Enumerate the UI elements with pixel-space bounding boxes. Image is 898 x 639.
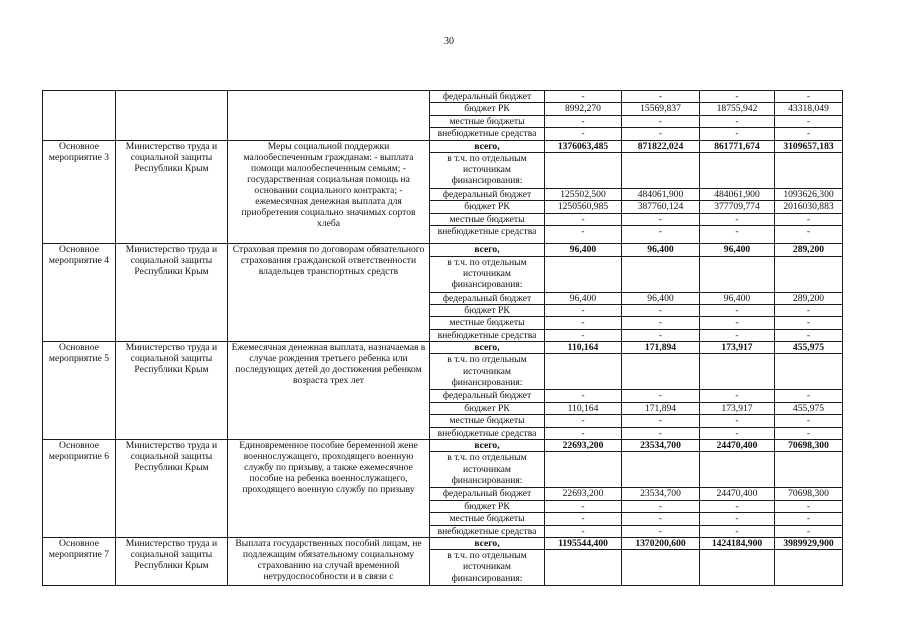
table-row (43, 537, 843, 549)
value-cell: - (545, 226, 622, 244)
value-cell: - (775, 525, 843, 537)
measure-name: Выплата государственных пособий лицам, не подлежащим обязательному социальному страхованию на случай временной нетрудоспособности и в связи с (228, 537, 430, 585)
value-cell (622, 452, 700, 488)
value-cell: - (775, 226, 843, 244)
value-cell: - (700, 317, 775, 329)
value-cell: 1195544,400 (545, 537, 622, 549)
value-cell: - (545, 115, 622, 127)
value-cell: 125502,500 (545, 188, 622, 200)
value-cell: 1093626,300 (775, 188, 843, 200)
value-cell: - (622, 513, 700, 525)
value-cell: 110,164 (545, 342, 622, 354)
source-label: местные бюджеты (430, 317, 545, 329)
value-cell: 96,400 (700, 244, 775, 256)
value-cell: - (545, 91, 622, 103)
value-cell: 96,400 (700, 292, 775, 304)
source-label: федеральный бюджет (430, 188, 545, 200)
source-label: бюджет РК (430, 304, 545, 316)
source-label: внебюджетные средства (430, 128, 545, 140)
value-cell: 96,400 (545, 244, 622, 256)
source-label: внебюджетные средства (430, 329, 545, 341)
value-cell (545, 152, 622, 188)
value-cell: - (622, 317, 700, 329)
value-cell: - (622, 329, 700, 341)
value-cell: - (622, 213, 700, 225)
value-cell: 861771,674 (700, 140, 775, 152)
source-label: федеральный бюджет (430, 390, 545, 402)
value-cell: 455,975 (775, 402, 843, 414)
measure-label: Основное мероприятие 3 (43, 140, 116, 244)
value-cell: - (700, 329, 775, 341)
value-cell: 171,894 (622, 402, 700, 414)
value-cell: 96,400 (622, 292, 700, 304)
source-label: в т.ч. по отдельным источникам финансирования: (430, 152, 545, 188)
value-cell: 171,894 (622, 342, 700, 354)
value-cell: - (700, 500, 775, 512)
source-label: в т.ч. по отдельным источникам финансирования: (430, 354, 545, 390)
value-cell: - (700, 415, 775, 427)
measure-name-cell (228, 91, 430, 141)
value-cell: - (775, 427, 843, 439)
value-cell: 2016030,883 (775, 201, 843, 213)
value-cell: - (622, 304, 700, 316)
value-cell (775, 550, 843, 586)
value-cell: 96,400 (545, 292, 622, 304)
executor-name: Министерство труда и социальной защиты Республики Крым (116, 440, 228, 538)
value-cell: 3989929,900 (775, 537, 843, 549)
measure-name: Страховая премия по договорам обязательного страхования гражданской ответственности владельцев транспортных средств (228, 244, 430, 342)
value-cell: 484061,900 (622, 188, 700, 200)
value-cell: 96,400 (622, 244, 700, 256)
value-cell: - (622, 115, 700, 127)
value-cell: - (700, 91, 775, 103)
value-cell: 110,164 (545, 402, 622, 414)
value-cell (700, 152, 775, 188)
executor-name: Министерство труда и социальной защиты Республики Крым (116, 140, 228, 244)
measure-label: Основное мероприятие 6 (43, 440, 116, 538)
value-cell (700, 354, 775, 390)
measure-label: Основное мероприятие 5 (43, 342, 116, 440)
value-cell: - (622, 415, 700, 427)
value-cell (700, 452, 775, 488)
value-cell (775, 452, 843, 488)
source-label: местные бюджеты (430, 513, 545, 525)
value-cell: - (545, 304, 622, 316)
value-cell (775, 354, 843, 390)
source-label: бюджет РК (430, 103, 545, 115)
source-label: в т.ч. по отдельным источникам финансирования: (430, 550, 545, 586)
value-cell: - (545, 500, 622, 512)
value-cell: - (545, 128, 622, 140)
value-cell: 289,200 (775, 292, 843, 304)
value-cell: - (622, 91, 700, 103)
value-cell: - (775, 317, 843, 329)
value-cell: 18755,942 (700, 103, 775, 115)
value-cell: - (545, 329, 622, 341)
value-cell: - (775, 128, 843, 140)
value-cell: - (622, 390, 700, 402)
source-label: бюджет РК (430, 500, 545, 512)
executor-name: Министерство труда и социальной защиты Республики Крым (116, 342, 228, 440)
value-cell: - (700, 390, 775, 402)
executor-cell (116, 91, 228, 141)
value-cell: - (545, 427, 622, 439)
value-cell: 1424184,900 (700, 537, 775, 549)
source-label: всего, (430, 440, 545, 452)
value-cell: - (622, 226, 700, 244)
value-cell: - (700, 226, 775, 244)
value-cell: 70698,300 (775, 488, 843, 500)
value-cell: - (545, 513, 622, 525)
value-cell (545, 354, 622, 390)
value-cell: 1250560,985 (545, 201, 622, 213)
value-cell: 289,200 (775, 244, 843, 256)
value-cell (622, 550, 700, 586)
value-cell: - (622, 525, 700, 537)
source-label: всего, (430, 140, 545, 152)
value-cell: 15569,837 (622, 103, 700, 115)
executor-name: Министерство труда и социальной защиты Республики Крым (116, 244, 228, 342)
value-cell: - (775, 304, 843, 316)
value-cell: 23534,700 (622, 488, 700, 500)
source-label: внебюджетные средства (430, 226, 545, 244)
table-row (43, 140, 843, 152)
source-label: федеральный бюджет (430, 91, 545, 103)
value-cell: 3109657,183 (775, 140, 843, 152)
measure-name: Единовременное пособие беременной жене военнослужащего, проходящего военную службу по призыву, а также ежемесячное пособие на ребенка военнослужащего, проходящего военную службу по призыву (228, 440, 430, 538)
value-cell: 8992,270 (545, 103, 622, 115)
value-cell (622, 354, 700, 390)
value-cell: - (622, 128, 700, 140)
table-row (43, 244, 843, 256)
table-row (43, 342, 843, 354)
value-cell: 455,975 (775, 342, 843, 354)
value-cell: - (700, 213, 775, 225)
value-cell (622, 256, 700, 292)
page-number: 30 (444, 36, 454, 47)
source-label: бюджет РК (430, 201, 545, 213)
value-cell (622, 152, 700, 188)
value-cell: - (545, 317, 622, 329)
value-cell: 387760,124 (622, 201, 700, 213)
value-cell: 70698,300 (775, 440, 843, 452)
value-cell: - (775, 415, 843, 427)
measure-label: Основное мероприятие 7 (43, 537, 116, 585)
source-label: внебюджетные средства (430, 427, 545, 439)
value-cell: - (775, 329, 843, 341)
source-label: бюджет РК (430, 402, 545, 414)
value-cell: - (622, 500, 700, 512)
value-cell: 871822,024 (622, 140, 700, 152)
measure-name: Меры социальной поддержки малообеспеченным гражданам: - выплата помощи малообеспеченным семьям; - государственная социальная помощь на основании социального контракта; - ежемесячная денежная выплата для приобретения социально значимых сортов хлеба (228, 140, 430, 244)
value-cell: 23534,700 (622, 440, 700, 452)
value-cell: 22693,200 (545, 440, 622, 452)
executor-name: Министерство труда и социальной защиты Республики Крым (116, 537, 228, 585)
value-cell: - (545, 390, 622, 402)
source-label: федеральный бюджет (430, 292, 545, 304)
value-cell: - (700, 304, 775, 316)
source-label: внебюджетные средства (430, 525, 545, 537)
source-label: в т.ч. по отдельным источникам финансирования: (430, 452, 545, 488)
value-cell: - (775, 500, 843, 512)
value-cell: 43318,049 (775, 103, 843, 115)
value-cell (775, 256, 843, 292)
value-cell: - (700, 525, 775, 537)
value-cell: - (775, 91, 843, 103)
source-label: всего, (430, 537, 545, 549)
value-cell: 24470,400 (700, 488, 775, 500)
value-cell: - (700, 427, 775, 439)
value-cell: - (700, 513, 775, 525)
value-cell: 173,917 (700, 402, 775, 414)
measure-label-cell (43, 91, 116, 141)
value-cell: - (545, 525, 622, 537)
value-cell: - (545, 415, 622, 427)
budget-table (42, 90, 843, 586)
value-cell: 484061,900 (700, 188, 775, 200)
source-label: всего, (430, 244, 545, 256)
value-cell: - (700, 115, 775, 127)
value-cell: - (775, 115, 843, 127)
value-cell: 22693,200 (545, 488, 622, 500)
source-label: федеральный бюджет (430, 488, 545, 500)
value-cell: 1370200,600 (622, 537, 700, 549)
source-label: в т.ч. по отдельным источникам финансирования: (430, 256, 545, 292)
value-cell (700, 550, 775, 586)
measure-label: Основное мероприятие 4 (43, 244, 116, 342)
table-row (43, 91, 843, 103)
value-cell: 24470,400 (700, 440, 775, 452)
value-cell (545, 256, 622, 292)
source-label: местные бюджеты (430, 415, 545, 427)
source-label: местные бюджеты (430, 213, 545, 225)
value-cell: 173,917 (700, 342, 775, 354)
source-label: всего, (430, 342, 545, 354)
value-cell: - (775, 213, 843, 225)
value-cell: - (775, 390, 843, 402)
value-cell: 377709,774 (700, 201, 775, 213)
value-cell: - (775, 513, 843, 525)
value-cell (545, 452, 622, 488)
value-cell (545, 550, 622, 586)
value-cell: - (622, 427, 700, 439)
value-cell: - (545, 213, 622, 225)
value-cell: - (700, 128, 775, 140)
value-cell: 1376063,485 (545, 140, 622, 152)
value-cell (700, 256, 775, 292)
table-row (43, 440, 843, 452)
source-label: местные бюджеты (430, 115, 545, 127)
measure-name: Ежемесячная денежная выплата, назначаемая в случае рождения третьего ребенка или последующих детей до достижения ребенком возраста трех лет (228, 342, 430, 440)
value-cell (775, 152, 843, 188)
